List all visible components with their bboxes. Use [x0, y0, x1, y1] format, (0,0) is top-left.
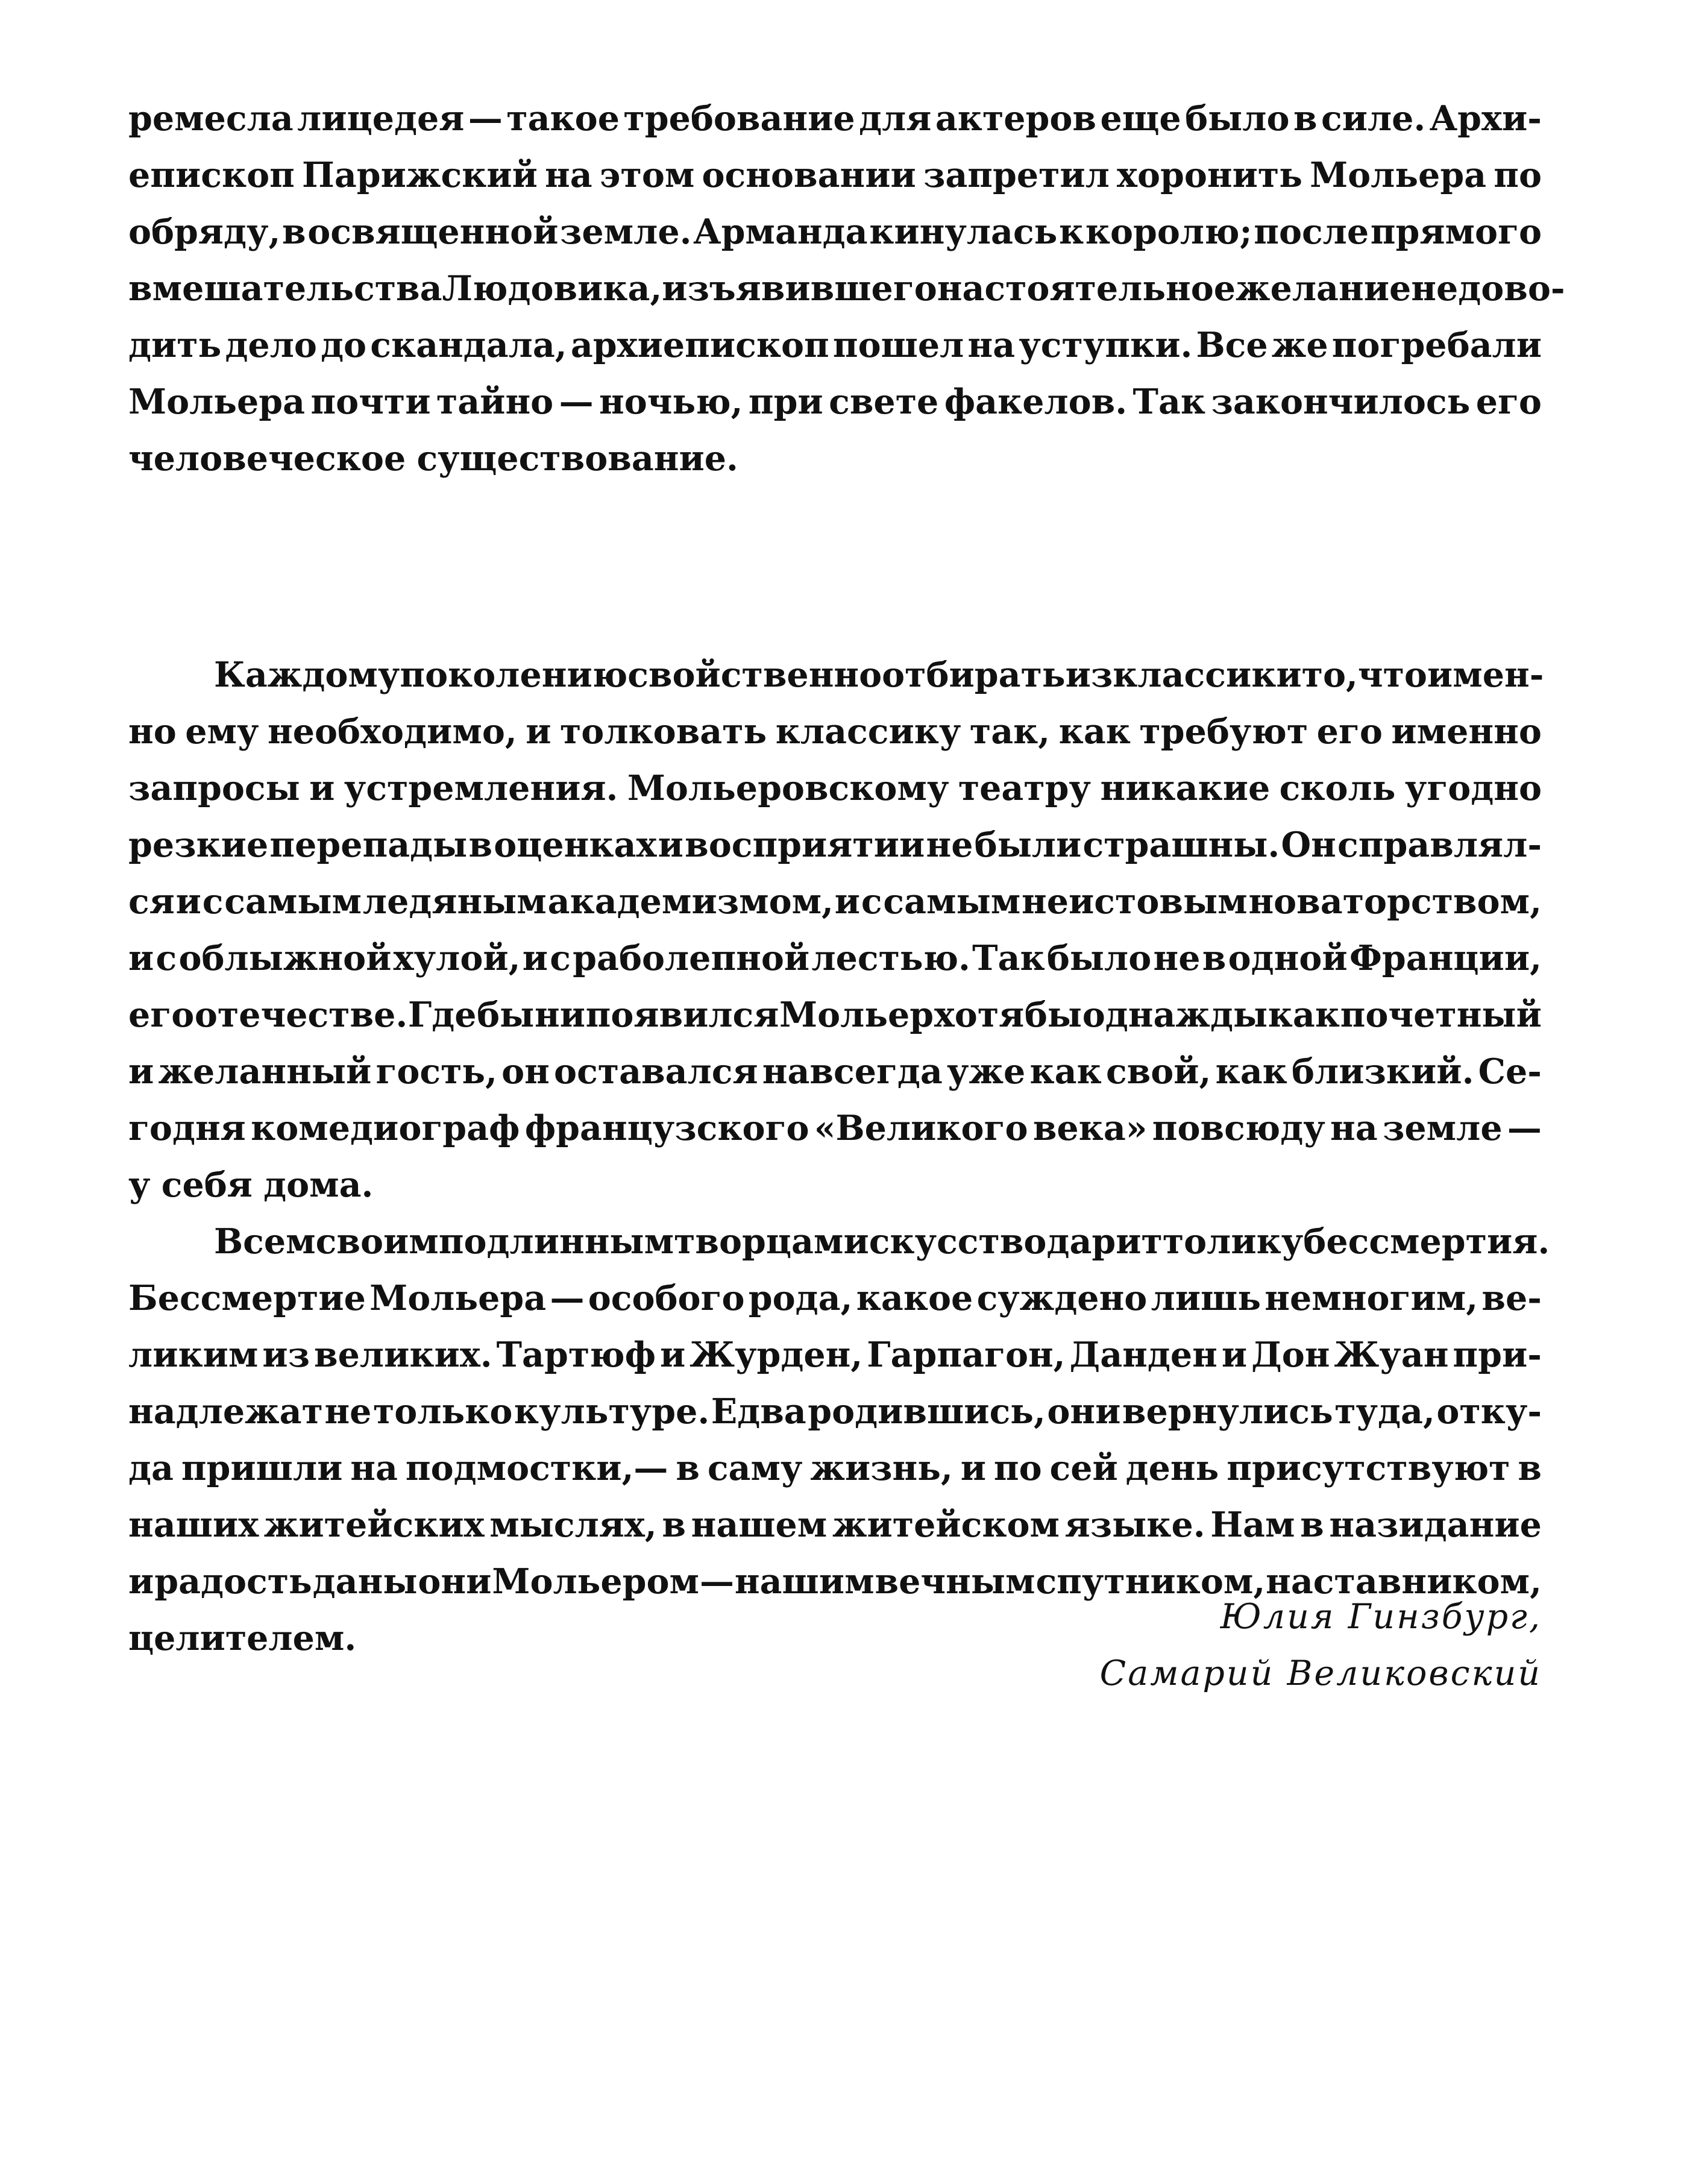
signature-author-2: Самарий Великовский: [1099, 1654, 1542, 1693]
text-line: обряду, в освященной земле. Арманда кинулась к королю; после прямого: [128, 212, 1542, 252]
text-line: резкие перепады в оценках и восприятии не были страшны. Он справлял-: [128, 825, 1542, 865]
text-line: ликим из великих. Тартюф и Журден, Гарпагон, Данден и Дон Жуан при-: [128, 1335, 1542, 1375]
text-line: надлежат не только культуре. Едва родившись, они вернулись туда, отку-: [128, 1391, 1542, 1432]
text-line: запросы и устремления. Мольеровскому театру никакие сколь угодно: [128, 768, 1542, 808]
text-line: но ему необходимо, и толковать классику так, как требуют его именно: [128, 711, 1542, 752]
text-line: ся и с самым ледяным академизмом, и с самым неистовым новаторством,: [128, 881, 1542, 922]
text-line: да пришли на подмостки,— в саму жизнь, и по сей день присутствуют в: [128, 1448, 1542, 1488]
text-line: дить дело до скандала, архиепископ пошел на уступки. Все же погребали: [128, 325, 1542, 365]
text-line: Всем своим подлинным творцам искусство дарит толику бессмертия.: [214, 1221, 1550, 1262]
signature-author-1: Юлия Гинзбург,: [1220, 1597, 1542, 1637]
text-line: годня комедиограф французского «Великого века» повсюду на земле —: [128, 1108, 1542, 1148]
author-signature: [1100, 1588, 1542, 1702]
section-break: [128, 487, 1542, 647]
text-line: ремесла лицедея — такое требование для актеров еще было в силе. Архи-: [128, 98, 1542, 139]
text-line: человеческое существование.: [128, 438, 738, 479]
text-line: целителем.: [128, 1618, 357, 1658]
document-body: [128, 90, 1565, 1667]
text-line: Бессмертие Мольера — особого рода, какое суждено лишь немногим, ве-: [128, 1278, 1542, 1318]
paragraph-2: [128, 647, 1542, 1213]
text-line: Мольера почти тайно — ночью, при свете факелов. Так закончилось его: [128, 382, 1542, 422]
text-line: вмешательства Людовика, изъявившего настоятельное желание не дово-: [128, 268, 1565, 309]
text-line: его отечестве. Где бы ни появился Мольер хотя бы однажды как почетный: [128, 995, 1542, 1035]
text-line: епископ Парижский на этом основании запретил хоронить Мольера по: [128, 155, 1542, 195]
text-line: Каждому поколению свойственно отбирать из классики то, что имен-: [214, 655, 1544, 695]
text-line: и радость даны они Мольером — нашим вечным спутником, наставником,: [128, 1561, 1542, 1602]
text-line: и желанный гость, он оставался навсегда уже как свой, как близкий. Се-: [128, 1051, 1542, 1092]
paragraph-1: [128, 90, 1565, 487]
text-line: и с облыжной хулой, и с раболепной лестью. Так было не в одной Франции,: [128, 938, 1542, 978]
text-line: у себя дома.: [128, 1165, 374, 1205]
text-line: наших житейских мыслях, в нашем житейском языке. Нам в назидание: [128, 1505, 1542, 1545]
